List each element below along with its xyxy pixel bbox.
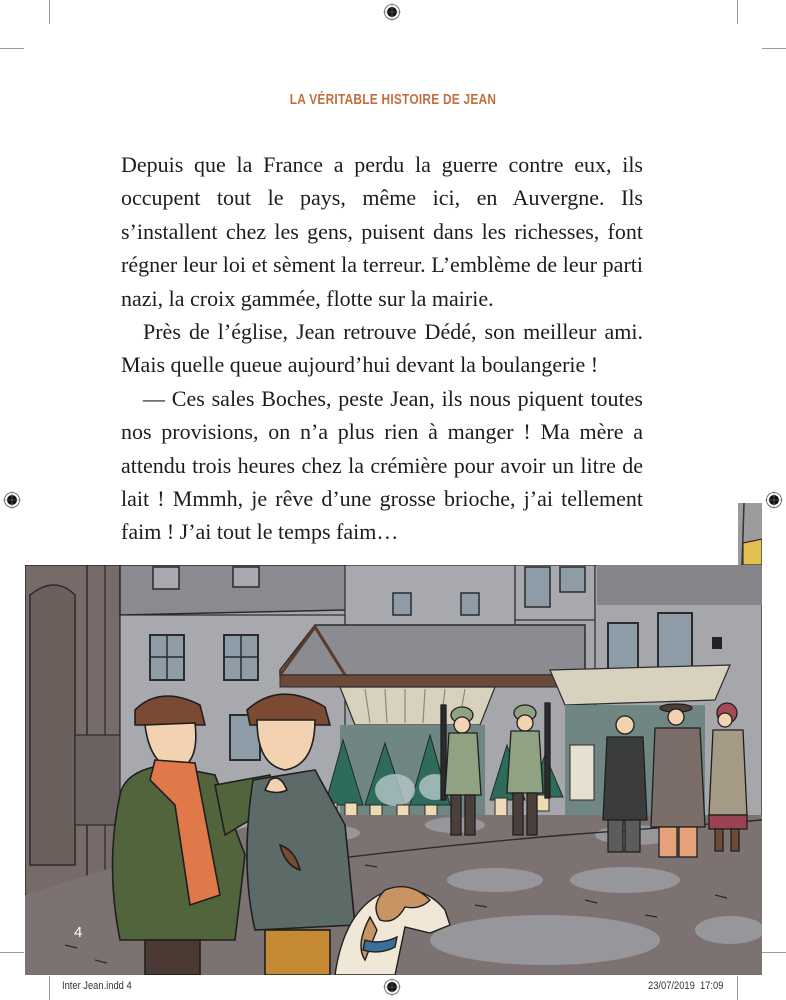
- trim-mark-bottom-left-v: [49, 976, 50, 1000]
- illustration: [25, 565, 762, 975]
- trim-mark-top-left-v: [49, 0, 50, 24]
- slug-time: 17:09: [700, 980, 724, 992]
- trim-mark-top-right-h: [762, 48, 786, 49]
- slug-datetime: [648, 980, 723, 992]
- trim-mark-bottom-left-h: [0, 952, 24, 953]
- registration-mark-right-icon: [765, 491, 783, 509]
- page-number: 4: [74, 924, 83, 941]
- trim-mark-bottom-right-v: [737, 976, 738, 1000]
- registration-mark-bottom-icon: [383, 978, 401, 996]
- trim-mark-bottom-right-h: [762, 952, 786, 953]
- trim-mark-top-right-v: [737, 0, 738, 24]
- illustration-edge-strip: [738, 503, 762, 565]
- slug-date: 23/07/2019: [648, 980, 695, 992]
- running-head: LA VÉRITABLE HISTOIRE DE JEAN: [289, 92, 497, 108]
- body-text: [121, 148, 643, 549]
- slug-filename: Inter Jean.indd 4: [62, 980, 132, 992]
- town-square-illustration: [25, 565, 762, 975]
- paragraph: — Ces sales Boches, peste Jean, ils nous piquent toutes nos provisions, on n’a plus rien à manger ! Ma mère a attendu trois heures chez la crémière pour avoir un litre de lait ! Mmmh, je rêve d’une grosse brioche, j’ai tellement faim ! J’ai tout le temps faim…: [121, 385, 643, 545]
- registration-mark-top-icon: [383, 3, 401, 21]
- paragraph: Depuis que la France a perdu la guerre contre eux, ils occupent tout le pays, même ici, en Auvergne. Ils s’installent chez les gens, puisent dans les richesses, font régner leur loi et sèment la terreur. L’emblème de leur parti nazi, la croix gammée, flotte sur la mairie.: [121, 152, 643, 311]
- trim-mark-top-left-h: [0, 48, 24, 49]
- paragraph: Près de l’église, Jean retrouve Dédé, son meilleur ami. Mais quelle queue aujourd’hui devant la boulangerie !: [121, 319, 643, 378]
- registration-mark-left-icon: [3, 491, 21, 509]
